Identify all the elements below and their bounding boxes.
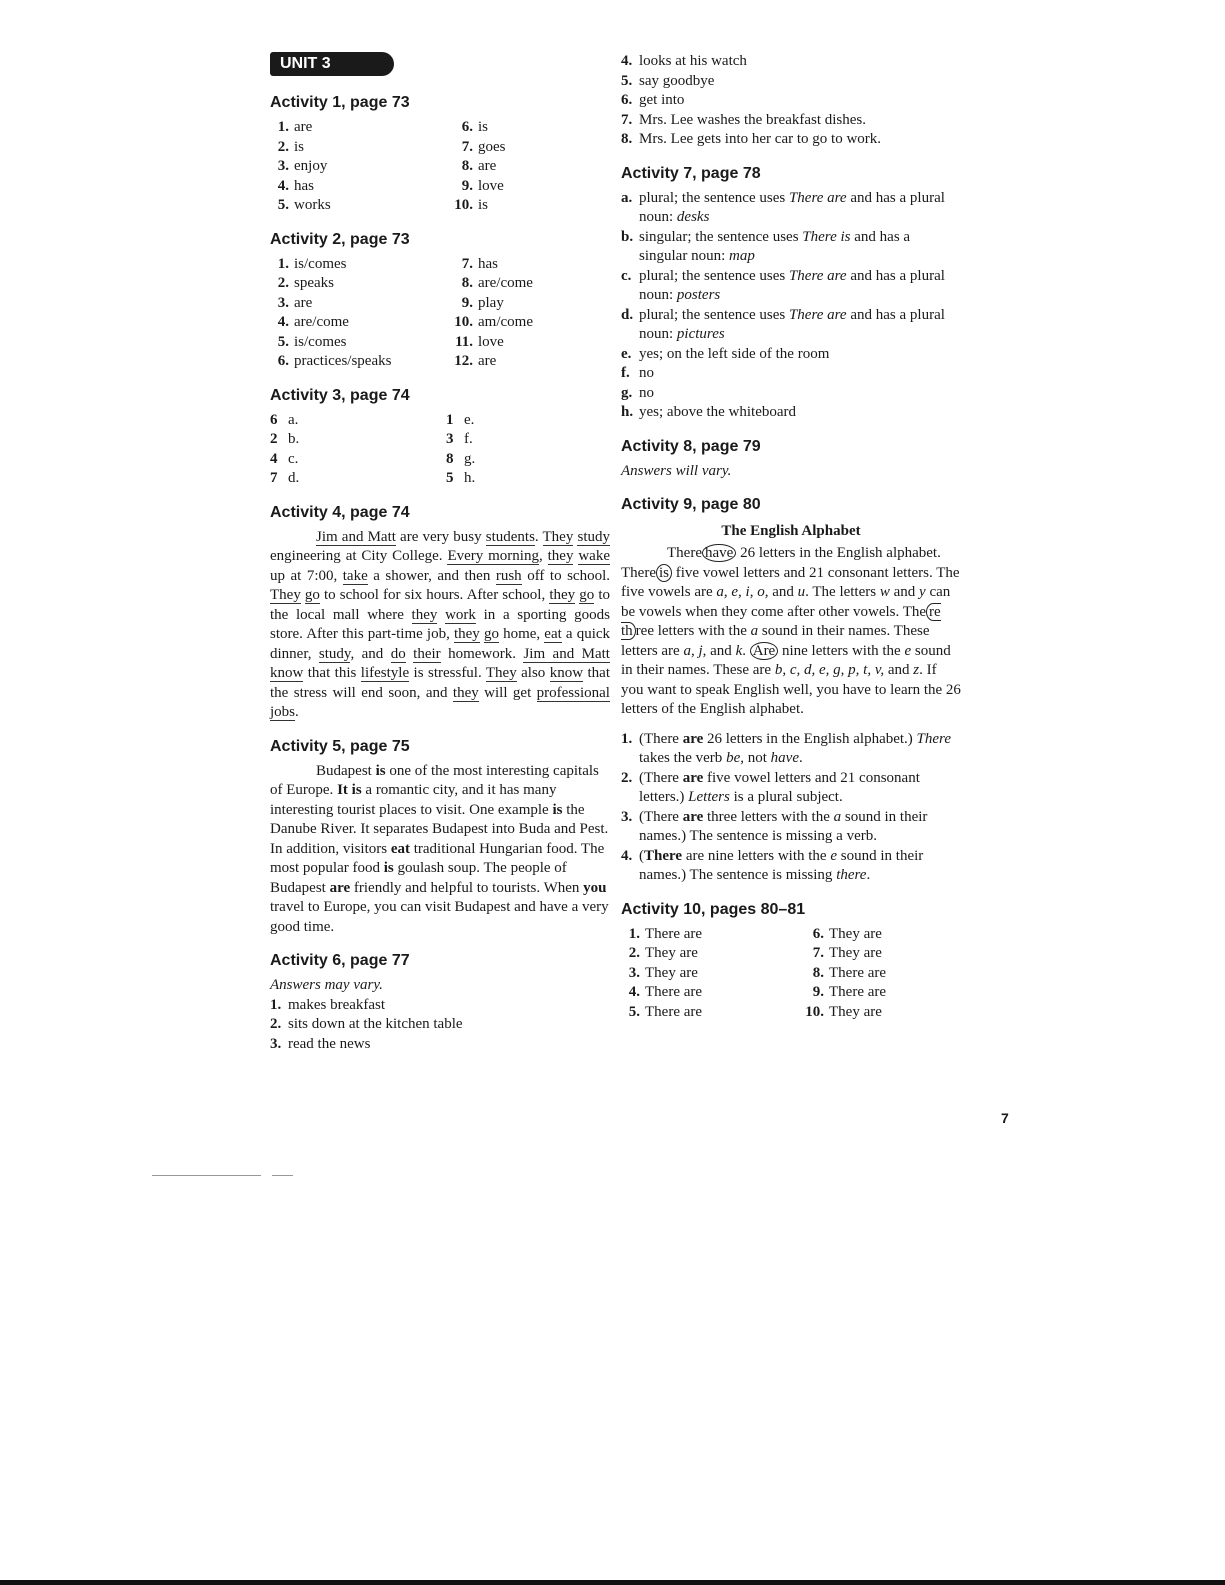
list-item: f. no <box>621 365 654 381</box>
list-item: 2 b. <box>270 431 300 447</box>
list-item: 10. am/come <box>454 314 533 330</box>
list-item: 3. are <box>277 294 313 311</box>
activity-10 <box>621 900 961 1023</box>
list-item: 11. love <box>455 333 504 350</box>
list-item: 3. enjoy <box>277 158 328 174</box>
unit-badge: UNIT 3 <box>270 52 394 76</box>
list-item: 8 g. <box>446 450 476 467</box>
activity-8-note: Answers will vary. <box>621 462 732 479</box>
list-item: 8. are/come <box>461 275 533 291</box>
list-item: 4. looks at his watch <box>621 53 747 69</box>
list-item: 4 c. <box>270 450 299 467</box>
list-item: 3. They are <box>628 964 698 981</box>
list-item: 9. play <box>461 294 504 311</box>
list-item: 2. sits down at the kitchen table <box>270 1016 463 1032</box>
list-item: 3 f. <box>446 431 473 447</box>
list-item: 1. is/comes <box>277 255 347 272</box>
activity-1 <box>270 93 610 216</box>
list-item: 6. They are <box>812 925 882 942</box>
activity-9-paragraph: There have 26 letters in the English alphabet. There is five vowel letters and 21 consonant letters. The five vowels are a, e, i, o, and u. The letters w and y can be vowels when they come after other vowels. The re th ree letters with the a sound in their names. These letters are a, j, and k. Are nine letters with the e sound in their names. These are b, c, d, e, g, p, t, v, and z. If you want to speak English well, you have to learn the 26 letters of the English alphabet. <box>621 545 961 717</box>
left-column <box>270 52 610 1068</box>
list-item: c. plural; the sentence uses There are and has a plural noun: posters <box>621 267 945 303</box>
activity-9-list <box>621 730 961 886</box>
list-item: 10. They are <box>805 1003 882 1020</box>
activity-3-answers <box>270 411 610 489</box>
right-column <box>621 52 961 1036</box>
list-item: 3. (There are three letters with the a sound in their names.) The sentence is missing a verb. <box>621 808 928 844</box>
list-item: g. no <box>621 384 654 401</box>
list-item: 3. read the news <box>270 1035 371 1052</box>
activity-7 <box>621 164 961 423</box>
list-item: 9. love <box>461 177 504 194</box>
list-item: 2. speaks <box>277 275 334 291</box>
list-item: 5. There are <box>628 1003 703 1020</box>
list-item: 8. are <box>461 158 497 174</box>
activity-10-heading: Activity 10, pages 80–81 <box>621 900 806 918</box>
list-item: 7. Mrs. Lee washes the breakfast dishes. <box>621 111 867 128</box>
activity-6-note: Answers may vary. <box>270 977 383 993</box>
list-item: 5. works <box>277 197 331 213</box>
list-item: h. yes; above the whiteboard <box>621 404 797 420</box>
list-item: 6. practices/speaks <box>277 353 392 369</box>
list-item: 5 h. <box>446 470 476 486</box>
list-item: 2. They are <box>628 945 698 961</box>
page-number: 7 <box>1001 1110 1009 1126</box>
activity-2-answers <box>270 255 610 372</box>
list-item: 10. is <box>454 197 489 213</box>
activity-10-answers <box>621 925 961 1023</box>
list-item: 2. (There are five vowel letters and 21 consonant letters.) Letters is a plural subject. <box>621 769 920 805</box>
list-item: 6. get into <box>621 92 685 108</box>
activity-2-heading: Activity 2, page 73 <box>270 230 410 248</box>
activity-3-heading: Activity 3, page 74 <box>270 386 410 404</box>
list-item: 8. There are <box>812 964 887 981</box>
list-item: a. plural; the sentence uses There are and has a plural noun: desks <box>621 189 945 225</box>
activity-9-heading: Activity 9, page 80 <box>621 496 761 513</box>
list-item: 4. (There are nine letters with the e sound in their names.) The sentence is missing there. <box>621 847 924 883</box>
list-item: 6 a. <box>270 411 299 428</box>
activity-6 <box>270 951 610 1054</box>
list-item: 1. (There are 26 letters in the English alphabet.) There takes the verb be, not have. <box>621 730 951 766</box>
bottom-edge-bar <box>0 1580 1225 1585</box>
footer-rule-short <box>272 1175 293 1176</box>
activity-4-heading: Activity 4, page 74 <box>270 503 410 521</box>
list-item: 1 e. <box>446 411 475 428</box>
activity-5 <box>270 737 610 938</box>
list-item: d. plural; the sentence uses There are and has a plural noun: pictures <box>621 306 945 342</box>
list-item: e. yes; on the left side of the room <box>621 345 830 362</box>
activity-6-list-part2 <box>621 52 961 150</box>
activity-4 <box>270 503 610 723</box>
list-item: b. singular; the sentence uses There is and has a singular noun: map <box>621 228 911 264</box>
activity-4-paragraph: Jim and Matt are very busy students. They study engineering at City College. Every morning, they wake up at 7:00, take a shower, and then rush off to school. They go to school for six hours. After school, they go to the local mall where they work in a sporting goods store. After this part-time job, they go home, eat a quick dinner, study, and do their homework. Jim and Matt know that this lifestyle is stressful. They also know that the stress will end soon, and they will get professional jobs. <box>270 528 611 720</box>
activity-9 <box>621 495 961 886</box>
list-item: 4. are/come <box>277 314 349 330</box>
list-item: 2. is <box>277 138 305 155</box>
footer-rule <box>152 1175 261 1176</box>
activity-1-answers <box>270 118 610 216</box>
list-item: 1. There are <box>628 925 703 942</box>
list-item: 8. Mrs. Lee gets into her car to go to work. <box>621 131 882 147</box>
activity-7-heading: Activity 7, page 78 <box>621 164 761 182</box>
list-item: 6. is <box>461 119 489 135</box>
list-item: 5. is/comes <box>277 333 347 350</box>
list-item: 12. are <box>454 353 497 369</box>
activity-5-heading: Activity 5, page 75 <box>270 737 410 755</box>
list-item: 7. They are <box>812 945 882 961</box>
activity-5-paragraph: Budapest is one of the most interesting capitals of Europe. It is a romantic city, and it has many interesting tourist places to visit. One example is the Danube River. It separates Budapest into Buda and Pest. In addition, visitors eat traditional Hungarian food. The most popular food is goulash soup. The people of Budapest are friendly and helpful to tourists. When you travel to Europe, you can visit Budapest and have a very good time. <box>270 762 609 935</box>
list-item: 1. are <box>277 119 313 135</box>
list-item: 9. There are <box>812 984 887 1000</box>
list-item: 7 d. <box>270 470 300 486</box>
list-item: 1. makes breakfast <box>270 996 386 1013</box>
activity-6-list-part1 <box>270 996 610 1055</box>
activity-9-title: The English Alphabet <box>721 523 861 539</box>
activity-8 <box>621 437 961 482</box>
list-item: 7. has <box>461 255 498 272</box>
activity-6-heading: Activity 6, page 77 <box>270 952 410 969</box>
list-item: 4. has <box>277 177 314 194</box>
activity-7-list <box>621 189 961 423</box>
list-item: 4. There are <box>628 984 703 1000</box>
activity-1-heading: Activity 1, page 73 <box>270 94 410 111</box>
activity-2 <box>270 230 610 372</box>
list-item: 7. goes <box>461 138 506 155</box>
activity-6-continued <box>621 52 961 150</box>
activity-8-heading: Activity 8, page 79 <box>621 437 761 455</box>
activity-3 <box>270 386 610 489</box>
list-item: 5. say goodbye <box>621 72 715 89</box>
